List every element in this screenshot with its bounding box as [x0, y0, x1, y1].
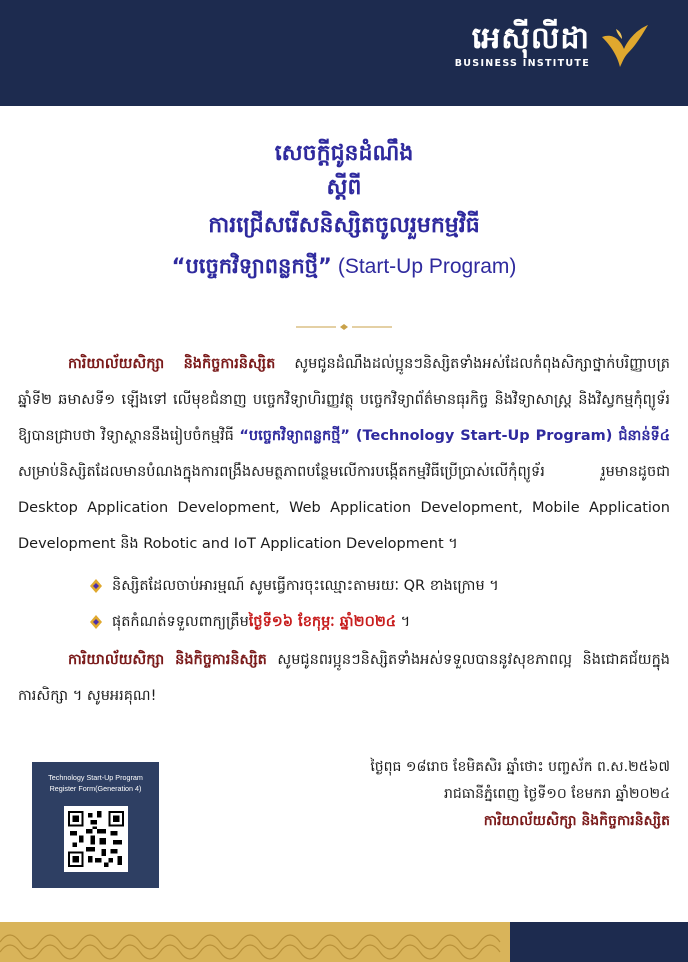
- solar-date: រាជធានីភ្នំពេញ ថ្ងៃទី១០ ខែមករា ឆ្នាំ២០២៤: [444, 786, 670, 802]
- intro-text-a: សូមជូនដំណឹងដល់ប្អូនៗនិស្សិតទាំងអស់ដែលកំពុងសិក្សាថ្នាក់បរិញ្ញាបត្រ ឆ្នាំទី២ ឆមាសទី១ ឡើងទៅ លើមុខជំនាញ បច្ចេកវិទ្យាហិរញ្ញវត្ថុ បច្ចេកវិទ្យាព័ត៌មានធុរកិច្ច និងវិទ្យាសាស្ត្រ និងវិស្វកម្មកុំព្យូទ័រ ឱ្យបានជ្រាបថា វិទ្យាស្ថាននឹងរៀបចំកម្មវិធី: [18, 356, 670, 444]
- intro-paragraph: [18, 346, 670, 562]
- deadline-end: ។: [396, 614, 411, 630]
- closing-text: សូមជូនពរប្អូនៗនិស្សិតទាំងអស់ទទួលបាននូវសុខភាពល្អ និងជោគជ័យក្នុងការសិក្សា ។ សូមអរគុណ!: [18, 652, 670, 704]
- diamond-bullet-icon: [90, 615, 102, 629]
- qr-registration-card: [32, 762, 159, 888]
- signing-office: ការិយាល័យសិក្សា និងកិច្ចការនិស្សិត: [483, 813, 670, 829]
- logo-subtitle: BUSINESS INSTITUTE: [454, 58, 590, 69]
- footer-pattern: [0, 922, 688, 962]
- program-name-english: (Start-Up Program): [337, 255, 517, 278]
- qr-title-line-1: Technology Start-Up Program: [48, 773, 143, 782]
- office-name: ការិយាល័យសិក្សា និងកិច្ចការនិស្សិត: [68, 652, 267, 668]
- ornament-divider: [296, 324, 392, 330]
- institute-logo: [455, 22, 650, 69]
- header-banner: [0, 0, 688, 106]
- closing-paragraph: [18, 642, 670, 714]
- program-highlight: “បច្ចេកវិទ្យាពន្លកថ្មី” (Technology Start-Up Program) ជំនាន់ទី៤: [239, 428, 670, 444]
- signature-block: [340, 754, 670, 835]
- bullet-text-register: និស្សិតដែលចាប់អារម្មណ៍ សូមធ្វើការចុះឈ្មោះតាមរយៈ QR ខាងក្រោម ។: [112, 578, 499, 594]
- bullet-item: [90, 568, 650, 604]
- title-line-1: សេចក្តីជូនដំណឹង: [274, 141, 414, 166]
- intro-text-b: សម្រាប់និស្សិតដែលមានបំណងក្នុងការពង្រឹងសមត្ថភាពបន្ថែមលើការបង្កើតកម្មវិធីប្រើប្រាស់លើកុំព្យូទ័រ រួមមានដូចជា Desktop Application Development, Web Application Development, Mobile Application Development និង Robotic and IoT Application Development ។: [18, 464, 670, 552]
- title-line-4: [0, 246, 688, 287]
- program-name-khmer: “បច្ចេកវិទ្យាពន្លកថ្មី”: [171, 254, 332, 278]
- title-line-3: ការជ្រើសរើសនិស្សិតចូលរួមកម្មវិធី: [208, 213, 480, 238]
- bullet-list: [90, 568, 650, 640]
- bird-logo-icon: [598, 23, 650, 69]
- deadline-date: ថ្ងៃទី១៦ ខែកុម្ភៈ ឆ្នាំ២០២៤: [248, 614, 397, 630]
- office-name: ការិយាល័យសិក្សា និងកិច្ចការនិស្សិត: [68, 356, 276, 372]
- logo-name: អេស៊ីលីដា: [471, 21, 590, 56]
- qr-code-icon: [68, 810, 124, 868]
- deadline-text: ផុតកំណត់ទទួលពាក្យត្រឹម: [112, 614, 249, 630]
- bullet-item: [90, 604, 650, 640]
- qr-code[interactable]: [64, 806, 128, 872]
- diamond-bullet-icon: [90, 579, 102, 593]
- qr-title-line-2: Register Form(Generation 4): [49, 784, 142, 793]
- title-line-2: ស្តីពី: [326, 175, 362, 200]
- lunar-date: ថ្ងៃពុធ ១៨រោច ខែមិគសិរ ឆ្នាំថោះ បញ្ចស័ក ព.ស.២៥៦៧: [370, 759, 670, 775]
- announcement-title: [0, 138, 688, 287]
